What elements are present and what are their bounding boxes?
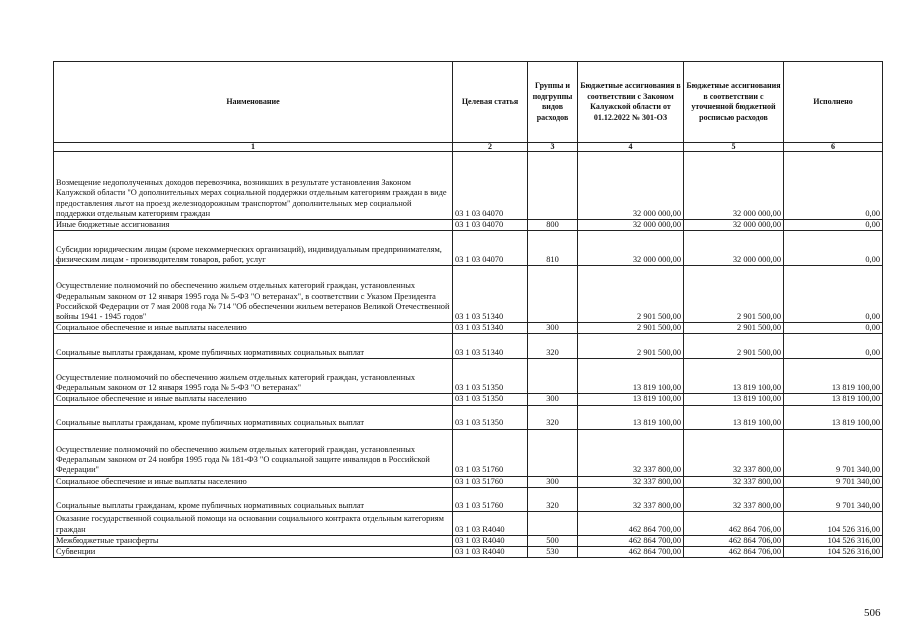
header-law: Бюджетные ассигнования в соответствии с Законом Калужской области от 01.12.2022 № 301-ОЗ <box>578 62 684 143</box>
header-group: Группы и подгруппы видов расходов <box>528 62 578 143</box>
row-name: Осуществление полномочий по обеспечению жильем отдельных категорий граждан, установленных Федеральным законом от 12 января 1995 года № 5-ФЗ "О ветеранах" <box>54 359 453 394</box>
row-group: 320 <box>528 334 578 359</box>
row-code: 03 1 03 51760 <box>453 476 528 487</box>
table-row <box>54 535 883 546</box>
row-law-amount: 32 337 800,00 <box>578 429 684 476</box>
table-row <box>54 323 883 334</box>
row-schedule-amount: 13 819 100,00 <box>684 359 784 394</box>
row-schedule-amount: 462 864 706,00 <box>684 511 784 535</box>
row-name: Осуществление полномочий по обеспечению жильем отдельных категорий граждан, установленных Федеральным законом от 12 января 1995 года № 5-ФЗ "О ветеранах", в соответствии с Указом Президента Российской Федерации от 7 мая 2008 года № 714 "Об обеспечении жильем ветеранов Великой Отечественной войны 1941 - 1945 годов" <box>54 266 453 323</box>
row-executed-amount: 104 526 316,00 <box>784 535 883 546</box>
row-executed-amount: 0,00 <box>784 220 883 231</box>
row-group: 300 <box>528 323 578 334</box>
row-group <box>528 511 578 535</box>
table-row <box>54 511 883 535</box>
row-law-amount: 462 864 700,00 <box>578 511 684 535</box>
row-schedule-amount: 2 901 500,00 <box>684 323 784 334</box>
column-number: 5 <box>684 143 784 152</box>
row-law-amount: 32 337 800,00 <box>578 476 684 487</box>
row-name: Иные бюджетные ассигнования <box>54 220 453 231</box>
row-executed-amount: 0,00 <box>784 323 883 334</box>
row-name: Субсидии юридическим лицам (кроме некоммерческих организаций), индивидуальным предпринимателям, физическим лицам - производителям товаров, работ, услуг <box>54 231 453 266</box>
row-name: Осуществление полномочий по обеспечению жильем отдельных категорий граждан, установленных Федеральным законом от 24 ноября 1995 года № 181-ФЗ "О социальной защите инвалидов в Российской Федерации" <box>54 429 453 476</box>
row-executed-amount: 13 819 100,00 <box>784 359 883 394</box>
row-schedule-amount: 32 000 000,00 <box>684 152 784 220</box>
row-law-amount: 32 000 000,00 <box>578 220 684 231</box>
column-number: 4 <box>578 143 684 152</box>
row-name: Социальное обеспечение и иные выплаты населению <box>54 394 453 405</box>
column-number: 1 <box>54 143 453 152</box>
table-row <box>54 359 883 394</box>
table-row <box>54 334 883 359</box>
row-code: 03 1 03 04070 <box>453 231 528 266</box>
row-code: 03 1 03 51350 <box>453 394 528 405</box>
row-group: 530 <box>528 547 578 558</box>
column-number: 6 <box>784 143 883 152</box>
row-group: 810 <box>528 231 578 266</box>
row-schedule-amount: 32 337 800,00 <box>684 476 784 487</box>
row-executed-amount: 0,00 <box>784 334 883 359</box>
row-code: 03 1 03 R4040 <box>453 535 528 546</box>
row-executed-amount: 0,00 <box>784 231 883 266</box>
table-row <box>54 231 883 266</box>
row-schedule-amount: 462 864 706,00 <box>684 547 784 558</box>
row-code: 03 1 03 51350 <box>453 405 528 429</box>
table-row <box>54 405 883 429</box>
row-law-amount: 2 901 500,00 <box>578 266 684 323</box>
row-group <box>528 266 578 323</box>
row-code: 03 1 03 51760 <box>453 429 528 476</box>
row-schedule-amount: 32 000 000,00 <box>684 220 784 231</box>
row-executed-amount: 9 701 340,00 <box>784 429 883 476</box>
row-group <box>528 152 578 220</box>
row-executed-amount: 0,00 <box>784 266 883 323</box>
header-code: Целевая статья <box>453 62 528 143</box>
row-law-amount: 462 864 700,00 <box>578 535 684 546</box>
row-executed-amount: 9 701 340,00 <box>784 476 883 487</box>
budget-table <box>53 61 883 558</box>
row-name: Возмещение недополученных доходов перевозчика, возникших в результате установления Законом Калужской области "О дополнительных мерах социальной поддержки отдельным категориям граждан в виде предоставления льгот на проезд железнодорожным транспортом" дополнительных мер социальной поддержки отдельным категориям граждан <box>54 152 453 220</box>
header-schedule: Бюджетные ассигнования в соответствии с уточненной бюджетной росписью расходов <box>684 62 784 143</box>
row-executed-amount: 0,00 <box>784 152 883 220</box>
row-code: 03 1 03 R4040 <box>453 511 528 535</box>
column-number: 3 <box>528 143 578 152</box>
row-law-amount: 13 819 100,00 <box>578 394 684 405</box>
header-name: Наименование <box>54 62 453 143</box>
row-name: Оказание государственной социальной помощи на основании социального контракта отдельным категориям граждан <box>54 511 453 535</box>
row-name: Социальное обеспечение и иные выплаты населению <box>54 476 453 487</box>
table-row <box>54 547 883 558</box>
row-law-amount: 13 819 100,00 <box>578 405 684 429</box>
row-schedule-amount: 2 901 500,00 <box>684 334 784 359</box>
row-name: Межбюджетные трансферты <box>54 535 453 546</box>
table-row <box>54 487 883 511</box>
row-code: 03 1 03 51760 <box>453 487 528 511</box>
row-schedule-amount: 462 864 706,00 <box>684 535 784 546</box>
row-code: 03 1 03 04070 <box>453 152 528 220</box>
row-group: 800 <box>528 220 578 231</box>
row-name: Социальные выплаты гражданам, кроме публичных нормативных социальных выплат <box>54 487 453 511</box>
row-schedule-amount: 13 819 100,00 <box>684 405 784 429</box>
row-executed-amount: 104 526 316,00 <box>784 511 883 535</box>
row-schedule-amount: 2 901 500,00 <box>684 266 784 323</box>
row-law-amount: 32 000 000,00 <box>578 152 684 220</box>
row-law-amount: 2 901 500,00 <box>578 323 684 334</box>
row-law-amount: 32 000 000,00 <box>578 231 684 266</box>
table-row <box>54 429 883 476</box>
row-group: 300 <box>528 476 578 487</box>
row-name: Социальные выплаты гражданам, кроме публичных нормативных социальных выплат <box>54 405 453 429</box>
row-group <box>528 359 578 394</box>
row-schedule-amount: 13 819 100,00 <box>684 394 784 405</box>
row-name: Социальные выплаты гражданам, кроме публичных нормативных социальных выплат <box>54 334 453 359</box>
row-code: 03 1 03 51340 <box>453 323 528 334</box>
header-row <box>54 62 883 143</box>
row-group: 320 <box>528 487 578 511</box>
row-group: 300 <box>528 394 578 405</box>
table-row <box>54 394 883 405</box>
row-group <box>528 429 578 476</box>
row-code: 03 1 03 51340 <box>453 266 528 323</box>
row-code: 03 1 03 04070 <box>453 220 528 231</box>
row-law-amount: 13 819 100,00 <box>578 359 684 394</box>
row-schedule-amount: 32 337 800,00 <box>684 429 784 476</box>
row-executed-amount: 13 819 100,00 <box>784 405 883 429</box>
row-schedule-amount: 32 337 800,00 <box>684 487 784 511</box>
table-body <box>54 152 883 558</box>
row-code: 03 1 03 51340 <box>453 334 528 359</box>
header-executed: Исполнено <box>784 62 883 143</box>
row-group: 500 <box>528 535 578 546</box>
row-law-amount: 32 337 800,00 <box>578 487 684 511</box>
row-code: 03 1 03 R4040 <box>453 547 528 558</box>
column-number: 2 <box>453 143 528 152</box>
table-row <box>54 266 883 323</box>
row-law-amount: 462 864 700,00 <box>578 547 684 558</box>
table-row <box>54 476 883 487</box>
row-name: Социальное обеспечение и иные выплаты населению <box>54 323 453 334</box>
table-row <box>54 220 883 231</box>
row-code: 03 1 03 51350 <box>453 359 528 394</box>
row-executed-amount: 9 701 340,00 <box>784 487 883 511</box>
row-schedule-amount: 32 000 000,00 <box>684 231 784 266</box>
column-number-row <box>54 143 883 152</box>
page-number: 506 <box>864 607 881 619</box>
row-law-amount: 2 901 500,00 <box>578 334 684 359</box>
row-name: Субвенции <box>54 547 453 558</box>
row-executed-amount: 13 819 100,00 <box>784 394 883 405</box>
row-group: 320 <box>528 405 578 429</box>
row-executed-amount: 104 526 316,00 <box>784 547 883 558</box>
table-row <box>54 152 883 220</box>
